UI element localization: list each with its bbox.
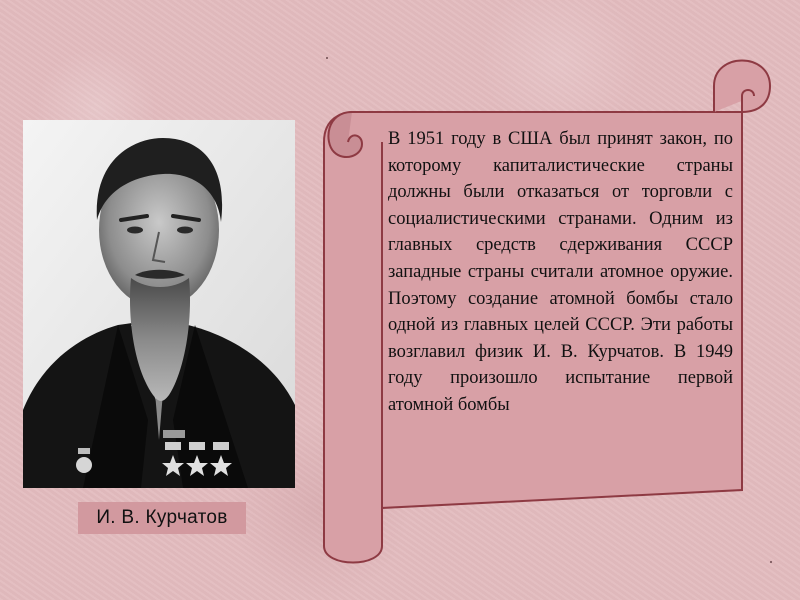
scroll-text: В 1951 году в США был принят закон, по которому капиталистические страны должны были отказаться от торговли с социалистическими странами. Одним из главных средств сдерживания СССР западные страны считали атомное оружие. Поэтому создание атомной бомбы стало одной из главных целей СССР. Эти работы возглавил физик И. В. Курчатов. В 1949 году произошло испытание первой атомной бомбы: [388, 129, 733, 415]
portrait-caption: И. В. Курчатов: [78, 502, 246, 534]
portrait-photo: [23, 120, 295, 488]
